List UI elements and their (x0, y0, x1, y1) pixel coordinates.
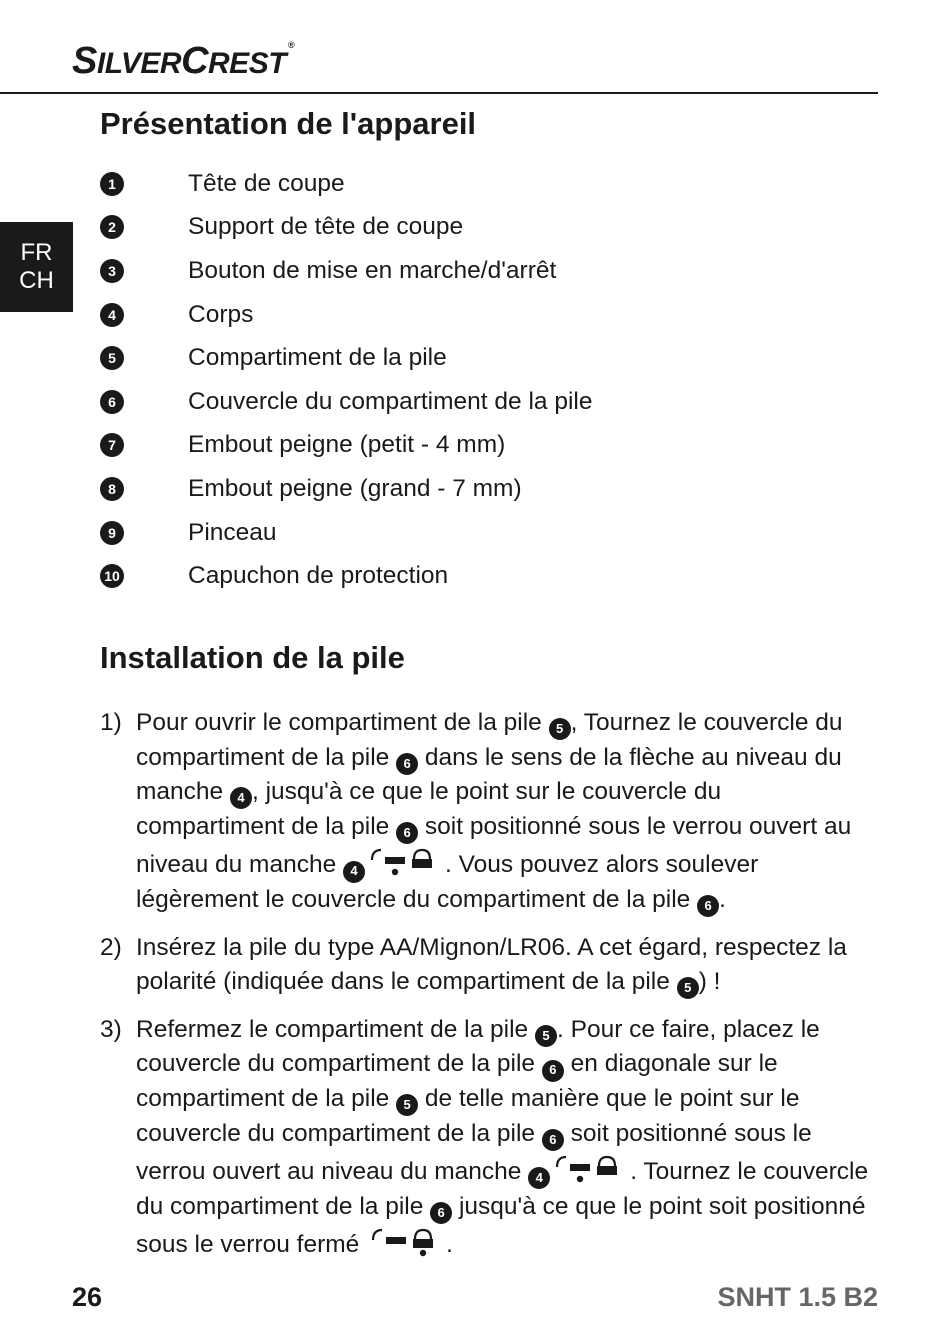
list-item (100, 380, 593, 424)
step-number: 3) (100, 1015, 122, 1043)
number-badge: 1 (100, 172, 124, 196)
step-text: Pour ouvrir le compartiment de la pile 5 , Tournez le couvercle du compartiment de la pile 6 dans le sens de la flèche au niveau du manche 4 , jusqu'à ce que le point sur le couvercle du compartiment de la pile 6 soit positionné sous le verrou ouvert au niveau du manche 4 . Vous pouvez alors soulever légèrement le couvercle du compartiment de la pile 6 . (136, 706, 870, 918)
section-title-overview: Présentation de l'appareil (100, 106, 477, 141)
number-badge: 7 (100, 433, 124, 457)
number-badge: 4 (528, 1167, 550, 1189)
section-title-installation: Installation de la pile (100, 640, 405, 675)
number-badge: 6 (100, 390, 124, 414)
part-label: Compartiment de la pile (188, 344, 447, 372)
part-label: Embout peigne (grand - 7 mm) (188, 474, 522, 502)
number-badge: 5 (677, 977, 699, 999)
header-rule (0, 92, 878, 94)
number-badge: 4 (230, 787, 252, 809)
number-badge: 6 (697, 895, 719, 917)
list-item (100, 424, 506, 468)
number-badge: 6 (396, 753, 418, 775)
part-label: Bouton de mise en marche/d'arrêt (188, 256, 557, 284)
number-badge: 6 (542, 1129, 564, 1151)
step-2 (100, 931, 870, 1000)
list-item (100, 467, 522, 511)
list-item (100, 336, 447, 380)
list-item (100, 511, 277, 555)
parts-list (100, 162, 593, 598)
part-label: Tête de coupe (188, 169, 345, 197)
step-text: Refermez le compartiment de la pile 5 . Pour ce faire, placez le couvercle du compartiment de la pile 6 en diagonale sur le compartiment de la pile 5 de telle manière que le point sur le couvercle du compartiment de la pile 6 soit positionné sous le verrou ouvert au niveau du manche 4 . Tournez le couvercle du compartiment de la pile 6 jusqu'à ce que le point soit positionné sous le verrou fermé . (136, 1015, 869, 1259)
list-item (100, 293, 254, 337)
step-3 (100, 1013, 870, 1263)
number-badge: 4 (343, 861, 365, 883)
list-item (100, 249, 557, 293)
list-item (100, 554, 449, 598)
step-number: 2) (100, 933, 122, 961)
number-badge: 3 (100, 259, 124, 283)
number-badge: 5 (535, 1025, 557, 1047)
step-number: 1) (100, 709, 122, 736)
step-1 (100, 706, 870, 918)
number-badge: 5 (549, 718, 571, 740)
list-item (100, 162, 345, 206)
part-label: Support de tête de coupe (188, 213, 464, 241)
number-badge: 2 (100, 215, 124, 239)
number-badge: 9 (100, 521, 124, 545)
list-item (100, 206, 464, 250)
part-label: Couvercle du compartiment de la pile (188, 387, 593, 415)
language-code: FR (20, 239, 53, 266)
number-badge: 6 (430, 1202, 452, 1224)
unlocked-symbol-icon (554, 1151, 626, 1185)
step-text: Insérez la pile du type AA/Mignon/LR06. A cet égard, respectez la polarité (indiquée dans le compartiment de la pile 5 ) ! (136, 931, 870, 1000)
part-label: Embout peigne (petit - 4 mm) (188, 431, 506, 459)
unlocked-symbol-icon (369, 844, 441, 878)
part-label: Pinceau (188, 518, 277, 546)
installation-steps (100, 706, 870, 1276)
brand-logo: SILVERCREST® (72, 40, 295, 82)
number-badge: 5 (396, 1094, 418, 1116)
number-badge: 10 (100, 564, 124, 588)
number-badge: 5 (100, 346, 124, 370)
part-label: Capuchon de protection (188, 562, 449, 590)
page-number: 26 (72, 1282, 103, 1312)
language-tab (0, 222, 73, 312)
number-badge: 4 (100, 303, 124, 327)
model-number: SNHT 1.5 B2 (717, 1282, 878, 1312)
number-badge: 6 (542, 1060, 564, 1082)
part-label: Corps (188, 300, 254, 328)
number-badge: 6 (396, 822, 418, 844)
locked-symbol-icon (370, 1224, 442, 1258)
country-code: CH (19, 267, 54, 294)
number-badge: 8 (100, 477, 124, 501)
